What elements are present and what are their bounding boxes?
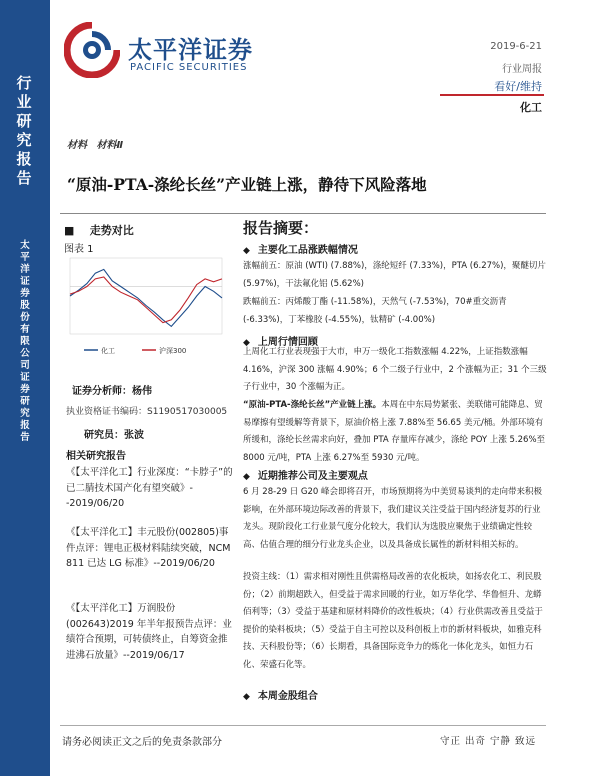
diamond-bullet-icon: ◆ (243, 472, 250, 482)
sidebar-char: 洋 (20, 264, 30, 275)
sidebar-char: 平 (20, 252, 30, 263)
pacific-logo-icon (64, 22, 120, 78)
tag: 材料 (67, 140, 87, 151)
sidebar-char: 研 (20, 396, 30, 407)
report-type: 行业周报 (502, 64, 542, 75)
gainers-paragraph: 涨幅前五：原油 (WTI) (7.88%)，涤纶短纤 (7.33%)，PTA (6.27%)，聚醚切片 (5.97%)，干法氟化铝 (5.62%) (243, 261, 546, 289)
brand-name-en: PACIFIC SECURITIES (130, 62, 248, 73)
sidebar-char: 告 (20, 432, 30, 443)
tag: 材料Ⅱ (96, 140, 124, 151)
summary-title: 报告摘要： (243, 219, 319, 237)
license-number: 执业资格证书编码：S1190517030005 (66, 407, 228, 417)
industry-tags (67, 136, 129, 151)
diamond-bullet-icon: ◆ (243, 692, 250, 702)
sidebar-char: 份 (20, 312, 30, 323)
analyst: 证券分析师：杨伟 (72, 386, 152, 397)
sidebar-char: 报 (16, 150, 34, 168)
sidebar-char: 业 (16, 93, 34, 111)
rating: 看好/维持 (494, 80, 542, 93)
figure-label: 图表 1 (64, 244, 94, 255)
sidebar-char: 司 (20, 360, 30, 371)
sidebar-char: 公 (20, 348, 30, 359)
chain-paragraph: “原油-PTA-涤纶长丝”产业链上涨。本周在中东局势紧张、美联储可能降息、贸易摩擦有望缓解等背景下，原油价格上涨 7.88%至 56.65 美元/桶。外部环境有所缓和，涤纶长丝需求向好，叠加 PTA 存量库存减少，涤纶 POY 上涨 5.26%至 8000 元/吨，PTA 上涨 6.27%至 5930 元/吨。 (243, 400, 546, 463)
diamond-bullet-icon: ◆ (243, 246, 250, 256)
sidebar-char: 究 (16, 131, 34, 149)
square-bullet-icon: ■ (64, 224, 75, 237)
sidebar-report-label (0, 74, 50, 188)
sidebar-char: 究 (20, 408, 30, 419)
plot-frame (70, 258, 222, 334)
sidebar-char: 限 (20, 336, 30, 347)
sidebar-char: 行 (16, 74, 34, 92)
sidebar-char: 报 (20, 420, 30, 431)
sidebar-char: 股 (20, 300, 30, 311)
related-report-item[interactable]: 《【太平洋化工】丰元股份(002805)事件点评：锂电正极材料陆续突破，NCM 811 已达 LG 标准》--2019/06/20 (66, 527, 231, 569)
sidebar-char: 告 (16, 169, 34, 187)
sidebar-char: 券 (20, 384, 30, 395)
disclaimer: 请务必阅读正文之后的免责条款部分 (62, 737, 222, 748)
researcher: 研究员：张波 (84, 430, 144, 441)
related-reports-title: 相关研究报告 (66, 451, 126, 462)
footer-divider (60, 725, 546, 726)
sidebar-company-label (0, 240, 50, 444)
recommendation-paragraph: 6 月 28-29 日 G20 峰会即将召开，市场预期将为中美贸易谈判的走向带来积极影响，在外部环境边际改善的背景下，我们建议关注受益于国内经济复苏的行业龙头。现阶段化工行业景气度分化较大，我们认为选股应聚焦于业绩确定性较高、估值合理的细分行业龙头企业，以及具备成长属性的新材料相关标的。 (243, 487, 543, 550)
legend-label: 沪深300 (159, 347, 187, 355)
diamond-bullet-icon: ◆ (243, 338, 250, 348)
sidebar-char: 太 (20, 240, 30, 251)
legend-label: 化工 (101, 347, 115, 355)
section-heading: ◆ 本周金股组合 (243, 691, 318, 702)
header-divider (440, 94, 544, 96)
brand-name-cn: 太平洋证券 (128, 36, 253, 64)
headline-divider (60, 213, 546, 214)
sidebar-char: 研 (16, 112, 34, 130)
trend-chart (64, 252, 230, 358)
related-report-item[interactable]: 《【太平洋化工】行业深度：“卡脖子”的已二腈技术国产化有望突破》--2019/06/20 (66, 467, 233, 509)
series-line-2 (70, 277, 222, 323)
company-motto: 守正 出奇 宁静 致远 (440, 736, 537, 747)
series-line-1 (70, 269, 222, 326)
investment-lines-paragraph: 投资主线：（1）需求相对刚性且供需格局改善的农化板块，如扬农化工、利民股份；（2）前期超跌入，但受益于需求回暖的行业，如万华化学、华鲁恒升、龙蟒佰利等；（3）受益于基建和原材料降价的改性板块；（4）行业供需改善且受益于提价的染料板块；（5）受益于自主可控以及科创板上市的新材料板块，如雅克科技、天科股份等；（6）长期看，具备国际竞争力的炼化一体化龙头，如恒力石化、荣盛石化等。 (243, 572, 543, 670)
sidebar-char: 证 (20, 276, 30, 287)
section-heading: ◆ 近期推荐公司及主要观点 (243, 471, 368, 482)
losers-paragraph: 跌幅前五：丙烯酸丁酯 (-11.58%)，天然气 (-7.53%)，70#重交沥青 (-6.33%)，丁苯橡胶 (-4.55%)，钛精矿 (-4.00%) (243, 297, 507, 325)
market-review-paragraph: 上周化工行业表现强于大市，申万一级化工指数涨幅 4.22%，上证指数涨幅 4.16%，沪深 300 涨幅 4.90%；6 个二级子行业中，2 个涨幅为正；31 个三级子行业中，30 个涨幅为正。 (243, 347, 547, 392)
report-headline: “原油-PTA-涤纶长丝”产业链上涨，静待下风险落地 (67, 175, 427, 194)
sector: 化工 (520, 101, 542, 114)
sidebar-char: 有 (20, 324, 30, 335)
trend-section-title: ■ 走势对比 (64, 224, 134, 237)
sidebar (0, 0, 50, 776)
sidebar-char: 证 (20, 372, 30, 383)
section-heading: ◆ 主要化工品涨跌幅情况 (243, 245, 358, 256)
sidebar-char: 券 (20, 288, 30, 299)
related-report-item[interactable]: 《【太平洋化工】万润股份(002643)2019 年半年报预告点评：业绩符合预期，可转债终止，自筹资金推进沸石放量》--2019/06/17 (66, 603, 232, 661)
section-heading: ◆ 上周行情回顾 (243, 337, 318, 348)
report-date: 2019-6-21 (490, 41, 542, 52)
